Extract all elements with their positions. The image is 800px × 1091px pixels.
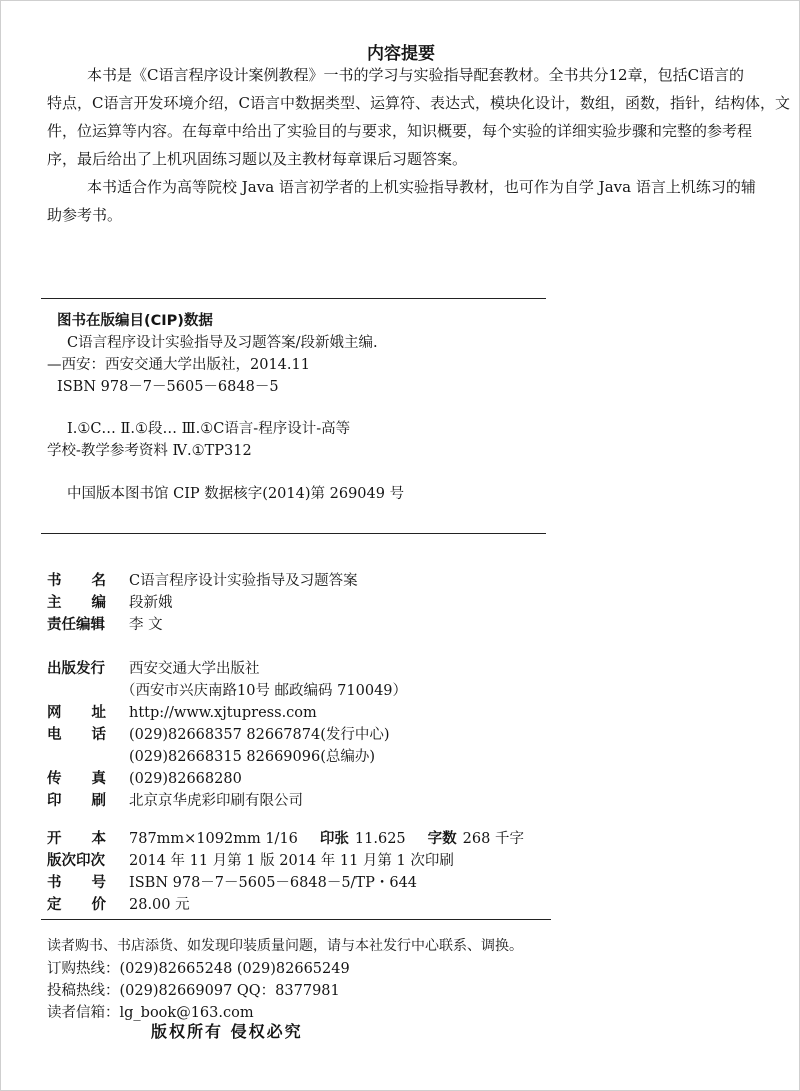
price-value: 28.00 元 (129, 897, 190, 913)
website-label: 网址 (47, 705, 136, 721)
website-row (47, 701, 317, 723)
printer-value: 北京京华虎彩印刷有限公司 (129, 793, 303, 809)
cip-heading: 图书在版编目(CIP)数据 (57, 313, 213, 329)
summary-para1-line1: 本书是《C语言程序设计案例教程》一书的学习与实验指导配套教材。全书共分12章，包括C语言的 (87, 66, 745, 84)
book-title-value: C语言程序设计实验指导及习题答案 (129, 573, 358, 589)
price-label: 定价 (47, 897, 136, 913)
edition-value: 2014 年 11 月第 1 版 2014 年 11 月第 1 次印刷 (129, 853, 454, 869)
publisher-label: 出版发行 (47, 661, 105, 677)
book-title-label: 书名 (47, 573, 136, 589)
edition-row (47, 849, 454, 871)
phone-label: 电话 (47, 727, 136, 743)
order-hotline: 订购热线：(029)82665248 (029)82665249 (47, 961, 350, 977)
summary-title: 内容提要 (367, 44, 435, 64)
phone-row-2 (47, 745, 375, 767)
phone-value1: (029)82668357 82667874(发行中心) (129, 727, 390, 743)
editor-value: 段新娥 (129, 595, 173, 611)
price-row (47, 893, 190, 915)
sheets-label: 印张 (319, 831, 349, 847)
submission-hotline: 投稿热线：(029)82669097 QQ：8377981 (47, 983, 340, 999)
printer-label: 印刷 (47, 793, 136, 809)
address-value: （西安市兴庆南路10号 邮政编码 710049） (121, 683, 408, 699)
service-notice: 读者购书、书店添货、如发现印装质量问题，请与本社发行中心联系、调换。 (47, 938, 523, 954)
editor-row (47, 591, 173, 613)
printer-row (47, 789, 303, 811)
words-value: 268 千字 (462, 831, 524, 847)
fax-value: (029)82668280 (129, 771, 242, 787)
phone-row (47, 723, 390, 745)
words-label: 字数 (427, 831, 457, 847)
publisher-row (47, 657, 260, 679)
summary-para2-line2: 助参考书。 (47, 206, 123, 224)
cip-line-publisher: —西安：西安交通大学出版社，2014.11 (47, 357, 310, 373)
cip-line-classification2: 学校-教学参考资料 Ⅳ.①TP312 (47, 443, 252, 459)
cip-line-title: C语言程序设计实验指导及习题答案/段新娥主编. (67, 335, 378, 351)
summary-para1-line3: 件，位运算等内容。在每章中给出了实验目的与要求，知识概要，每个实验的详细实验步骤和完整的参考程 (47, 122, 753, 140)
resp-editor-value: 李 文 (129, 617, 163, 633)
cip-top-rule (41, 298, 546, 299)
format-value: 787mm×1092mm 1/16 (129, 831, 298, 847)
fax-label: 传真 (47, 771, 136, 787)
footer-rule (41, 919, 551, 920)
fax-row (47, 767, 242, 789)
publisher-value: 西安交通大学出版社 (129, 661, 260, 677)
book-title-row (47, 569, 358, 591)
resp-editor-row (47, 613, 163, 635)
cip-line-data-number: 中国版本图书馆 CIP 数据核字(2014)第 269049 号 (67, 486, 405, 502)
summary-para1-line4: 序，最后给出了上机巩固练习题以及主教材每章课后习题答案。 (47, 150, 468, 168)
summary-para1-line2: 特点，C语言开发环境介绍，C语言中数据类型、运算符、表达式，模块化设计，数组，函数，指针，结构体，文 (47, 94, 790, 112)
copyright-notice: 版权所有 侵权必究 (151, 1022, 303, 1041)
edition-label: 版次印次 (47, 853, 105, 869)
isbn-value: ISBN 978－7－5605－6848－5/TP・644 (129, 875, 418, 891)
format-label: 开本 (47, 831, 136, 847)
phone-value2: (029)82668315 82669096(总编办) (129, 749, 376, 765)
isbn-row (47, 871, 417, 893)
editor-label: 主编 (47, 595, 136, 611)
summary-para2-line1: 本书适合作为高等院校 Java 语言初学者的上机实验指导教材，也可作为自学 Java 语言上机练习的辅 (87, 178, 756, 196)
reader-email: 读者信箱：lg_book@163.com (47, 1005, 254, 1021)
address-row (47, 679, 407, 701)
cip-line-classification1: Ⅰ.①C… Ⅱ.①段… Ⅲ.①C语言-程序设计-高等 (67, 421, 351, 437)
cip-line-isbn: ISBN 978－7－5605－6848－5 (57, 379, 279, 395)
website-value: http://www.xjtupress.com (129, 705, 317, 721)
isbn-label: 书号 (47, 875, 136, 891)
sheets-value: 11.625 (354, 831, 406, 847)
cip-bottom-rule (41, 533, 546, 534)
format-row (47, 827, 524, 849)
resp-editor-label: 责任编辑 (47, 617, 105, 633)
